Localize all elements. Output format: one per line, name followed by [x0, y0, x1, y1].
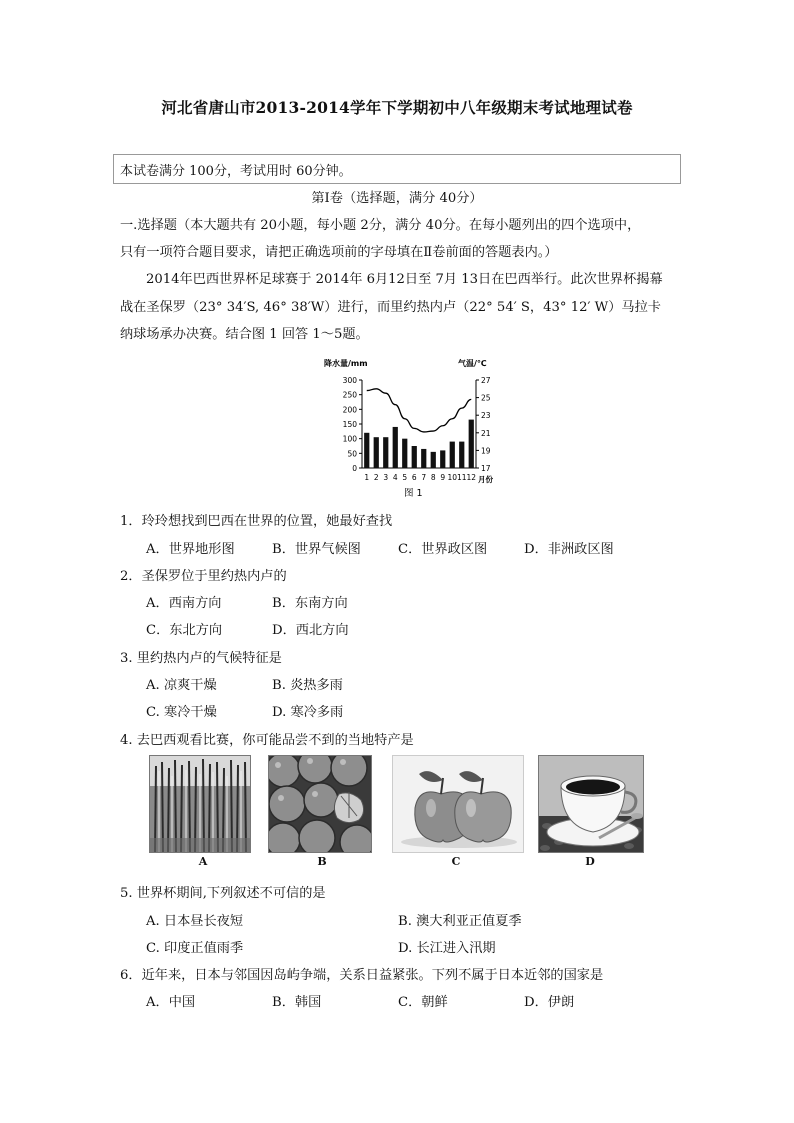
y2-tick-label: 21 — [481, 428, 491, 438]
y-tick-label: 300 — [342, 376, 357, 385]
y-tick-label: 50 — [347, 449, 357, 459]
question-5-option-b[interactable]: B. 澳大利亚正值夏季 — [398, 914, 522, 929]
question-3-option-c[interactable]: C. 寒冷干燥 — [146, 705, 217, 720]
section-instruction-line-2: 只有一项符合题目要求，请把正确选项前的字母填在Ⅱ卷前面的答题表内。） — [120, 245, 558, 260]
exam-note-box — [113, 154, 681, 184]
question-4-stem: 4. 去巴西观看比赛，你可能品尝不到的当地特产是 — [120, 733, 414, 748]
question-5-option-c[interactable]: C. 印度正值雨季 — [146, 941, 244, 956]
precipitation-bar — [393, 427, 398, 468]
chart-y2-label: 气温/℃ — [458, 359, 487, 368]
y-tick-label: 100 — [342, 434, 357, 444]
question-6-option-a[interactable]: A．中国 — [146, 995, 196, 1010]
precipitation-bar — [450, 442, 455, 468]
coffee-cup-icon[interactable] — [538, 755, 644, 853]
question-2-option-b[interactable]: B．东南方向 — [272, 596, 348, 611]
x-category-label: 1 — [364, 473, 370, 482]
x-category-label: 12 — [466, 473, 477, 482]
precipitation-bar — [431, 452, 436, 468]
section-title: 第Ⅰ卷（选择题，满分 40分） — [311, 191, 483, 206]
question-5-option-a[interactable]: A. 日本昼长夜短 — [146, 914, 244, 929]
y-tick-label: 0 — [352, 464, 357, 473]
page-title: 河北省唐山市2013-2014学年下学期初中八年级期末考试地理试卷 — [161, 98, 633, 117]
exam-note: 本试卷满分 100分，考试用时 60分钟。 — [120, 164, 352, 179]
sugarcane-field-icon[interactable] — [149, 755, 251, 853]
x-category-label: 9 — [440, 473, 446, 482]
question-1-option-b[interactable]: B．世界气候图 — [272, 542, 361, 557]
question-1-option-d[interactable]: D．非洲政区图 — [524, 542, 614, 557]
question-3-option-d[interactable]: D. 寒冷多雨 — [272, 705, 344, 720]
y2-tick-label: 19 — [481, 446, 491, 456]
section-instruction-line-1: 一.选择题（本大题共有 20小题，每小题 2分，满分 40分。在每小题列出的四个选项中， — [120, 218, 641, 233]
precipitation-bar — [364, 433, 369, 468]
precipitation-bar — [383, 437, 388, 468]
precipitation-bar — [374, 437, 379, 468]
question-3-option-b[interactable]: B. 炎热多雨 — [272, 678, 343, 693]
x-category-label: 2 — [373, 473, 379, 482]
precipitation-bar — [421, 449, 426, 468]
precipitation-bar — [469, 420, 474, 468]
x-category-label: 6 — [411, 473, 417, 482]
image-label-b: B — [317, 855, 327, 868]
y2-tick-label: 23 — [481, 411, 491, 421]
image-label-a: A — [198, 855, 208, 868]
precipitation-bar — [459, 442, 464, 468]
context-line-2: 战在圣保罗（23° 34′S, 46° 38′W）进行，而里约热内卢（22° 54′ S，43° 12′ W）马拉卡 — [120, 300, 661, 315]
question-2-stem: 2．圣保罗位于里约热内卢的 — [120, 569, 287, 584]
question-2-option-d[interactable]: D．西北方向 — [272, 623, 349, 638]
question-6-option-b[interactable]: B．韩国 — [272, 995, 322, 1010]
question-1-stem: 1．玲玲想找到巴西在世界的位置，她最好查找 — [120, 514, 393, 529]
question-5-option-d[interactable]: D. 长江进入汛期 — [398, 941, 496, 956]
y2-tick-label: 27 — [481, 376, 491, 385]
context-line-1: 2014年巴西世界杯足球赛于 2014年 6月12日至 7月 13日在巴西举行。此次世界杯揭幕 — [146, 272, 663, 287]
precipitation-bar — [440, 450, 445, 468]
oranges-icon[interactable] — [268, 755, 372, 853]
x-category-label: 4 — [392, 473, 398, 482]
precipitation-bar — [412, 446, 417, 468]
apples-icon[interactable] — [392, 755, 524, 853]
y2-tick-label: 17 — [481, 464, 491, 473]
question-3-stem: 3. 里约热内卢的气候特征是 — [120, 651, 282, 666]
x-category-label: 3 — [383, 473, 389, 482]
temperature-line — [367, 389, 472, 432]
image-label-d: D — [585, 855, 595, 868]
question-6-option-d[interactable]: D．伊朗 — [524, 995, 575, 1010]
climate-chart — [318, 354, 508, 502]
question-6-option-c[interactable]: C．朝鲜 — [398, 995, 448, 1010]
chart-y-label: 降水量/mm — [324, 359, 368, 368]
y-tick-label: 200 — [342, 405, 357, 415]
y-tick-label: 150 — [342, 420, 357, 429]
question-5-stem: 5. 世界杯期间,下列叙述不可信的是 — [120, 886, 326, 901]
chart-x-label: 月份 — [478, 475, 493, 484]
precipitation-bar — [402, 439, 407, 468]
y-tick-label: 250 — [342, 390, 357, 400]
question-1-option-a[interactable]: A．世界地形图 — [146, 542, 235, 557]
image-label-c: C — [451, 855, 461, 868]
x-category-label: 8 — [430, 473, 436, 482]
question-6-stem: 6．近年来，日本与邻国因岛屿争端，关系日益紧张。下列不属于日本近邻的国家是 — [120, 968, 604, 983]
x-category-label: 10 — [447, 473, 458, 482]
y2-tick-label: 25 — [481, 393, 491, 403]
x-category-label: 11 — [456, 473, 467, 482]
x-category-label: 5 — [402, 473, 408, 482]
chart-caption: 图 1 — [404, 488, 423, 499]
question-3-option-a[interactable]: A. 凉爽干燥 — [146, 678, 217, 693]
question-1-option-c[interactable]: C．世界政区图 — [398, 542, 488, 557]
question-2-option-c[interactable]: C．东北方向 — [146, 623, 223, 638]
question-2-option-a[interactable]: A．西南方向 — [146, 596, 222, 611]
context-line-3: 纳球场承办决赛。结合图 1 回答 1～5题。 — [120, 327, 369, 342]
x-category-label: 7 — [421, 473, 427, 482]
